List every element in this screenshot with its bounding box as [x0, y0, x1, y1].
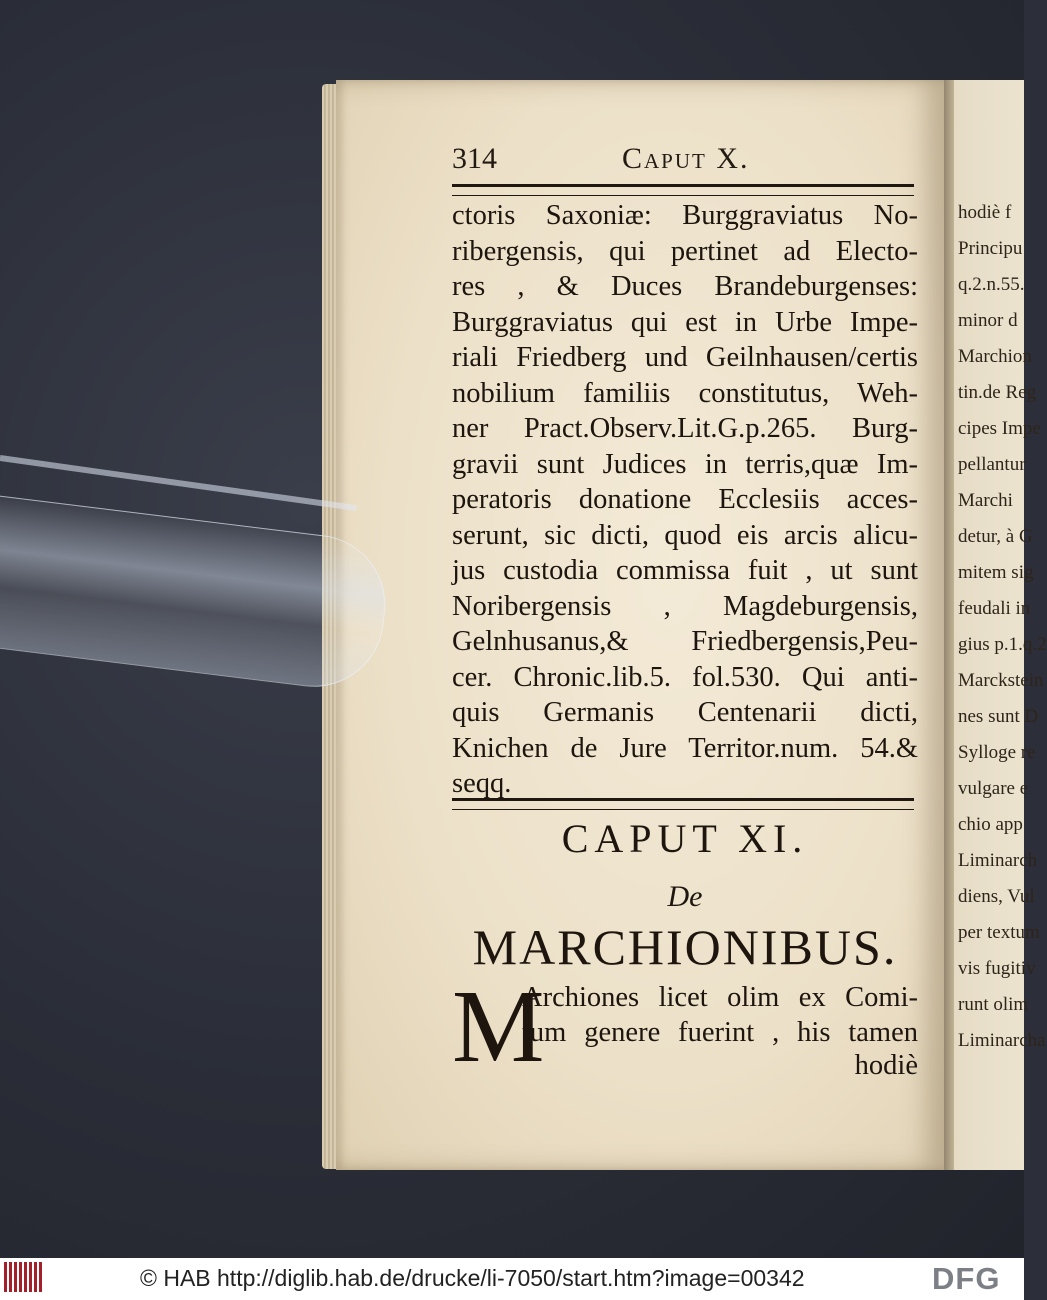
book-page	[336, 80, 944, 1170]
section-rule	[452, 798, 914, 810]
facing-page-fragment: chio app	[958, 814, 1023, 835]
facing-page-fragment: per textum	[958, 922, 1040, 943]
page-number: 314	[452, 142, 497, 175]
header-rule	[452, 184, 914, 196]
dfg-logo: DFG	[932, 1261, 1001, 1296]
facing-page-fragment: vulgare e	[958, 778, 1029, 799]
text-line: Noribergensis , Magdeburgensis,	[452, 590, 918, 622]
facing-page-fragment: Liminarcha	[958, 1030, 1046, 1051]
facing-page-fragment: hodiè f	[958, 202, 1012, 223]
facing-page-fragment: Principu	[958, 238, 1023, 259]
text-line: Archiones licet olim ex Comi-	[522, 982, 918, 1013]
page-header	[452, 142, 912, 184]
facing-page-fragment: gius p.1.q.2	[958, 634, 1047, 655]
chapter-title: MARCHIONIBUS.	[472, 919, 898, 975]
text-line: ctoris Saxoniæ: Burggraviatus No-	[452, 200, 918, 231]
chapter-de: De	[667, 880, 703, 913]
facing-page-fragment: cipes Impe	[958, 418, 1041, 439]
footer-bar	[0, 1258, 1024, 1300]
text-line: gravii sunt Judices in terris,quæ Im-	[452, 448, 918, 480]
text-line: Burggraviatus qui est in Urbe Impe-	[452, 306, 918, 338]
facing-page-fragment: detur, à G	[958, 526, 1033, 547]
facing-page-fragment: Marchi	[958, 490, 1013, 511]
running-title: Caput X.	[622, 142, 750, 175]
body-text	[452, 198, 918, 802]
text-line: serunt, sic dicti, quod eis arcis alicu-	[452, 519, 918, 551]
text-line: quis Germanis Centenarii dicti,	[452, 697, 918, 728]
chapter-heading: CAPUT XI.	[561, 816, 809, 861]
text-line: peratoris donatione Ecclesiis acces-	[452, 484, 918, 515]
text-line: ner Pract.Observ.Lit.G.p.265. Burg-	[452, 413, 918, 444]
facing-page-fragment: minor d	[958, 310, 1018, 331]
catchword: hodiè	[854, 1050, 918, 1081]
hab-logo-icon	[4, 1262, 48, 1296]
facing-page-fragment: Marckstein	[958, 670, 1044, 691]
opening-paragraph	[522, 980, 918, 1050]
drop-cap: M	[452, 969, 545, 1084]
facing-page-fragment: nes sunt D	[958, 706, 1039, 727]
text-line: jus custodia commissa fuit , ut sunt	[452, 555, 918, 586]
facing-page-fragment: feudali in	[958, 598, 1031, 619]
text-line: riali Friedberg und Geilnhausen/certis	[452, 342, 918, 373]
facing-page-fragment: Marchion	[958, 346, 1032, 367]
text-line: res , & Duces Brandeburgenses:	[452, 271, 918, 302]
facing-page-fragment: Liminarch	[958, 850, 1038, 871]
facing-page-fragment: pellantur	[958, 454, 1026, 475]
footer-credit: © HAB http://diglib.hab.de/drucke/li-7050/start.htm?image=00342	[140, 1265, 805, 1291]
facing-page-fragment: runt olim	[958, 994, 1029, 1015]
text-line: tum genere fuerint , his tamen	[522, 1017, 918, 1048]
text-line: Knichen de Jure Territor.num. 54.&	[452, 732, 918, 764]
facing-page-fragment: q.2.n.55.	[958, 274, 1025, 295]
facing-page	[940, 80, 1047, 1170]
facing-page-fragment: vis fugitiv	[958, 958, 1036, 979]
text-line: nobilium familiis constitutus, Weh-	[452, 377, 918, 409]
facing-page-fragment: diens, Vul	[958, 886, 1035, 907]
facing-page-fragment: mitem sig	[958, 562, 1034, 583]
text-line: Gelnhusanus,& Friedbergensis,Peu-	[452, 626, 918, 657]
text-line: ribergensis, qui pertinet ad Electo-	[452, 235, 918, 267]
text-line: cer. Chronic.lib.5. fol.530. Qui anti-	[452, 661, 918, 693]
text-line: seqq.	[452, 768, 512, 799]
facing-page-fragment: tin.de Reg	[958, 382, 1037, 403]
facing-page-fragment: Sylloge re	[958, 742, 1036, 763]
